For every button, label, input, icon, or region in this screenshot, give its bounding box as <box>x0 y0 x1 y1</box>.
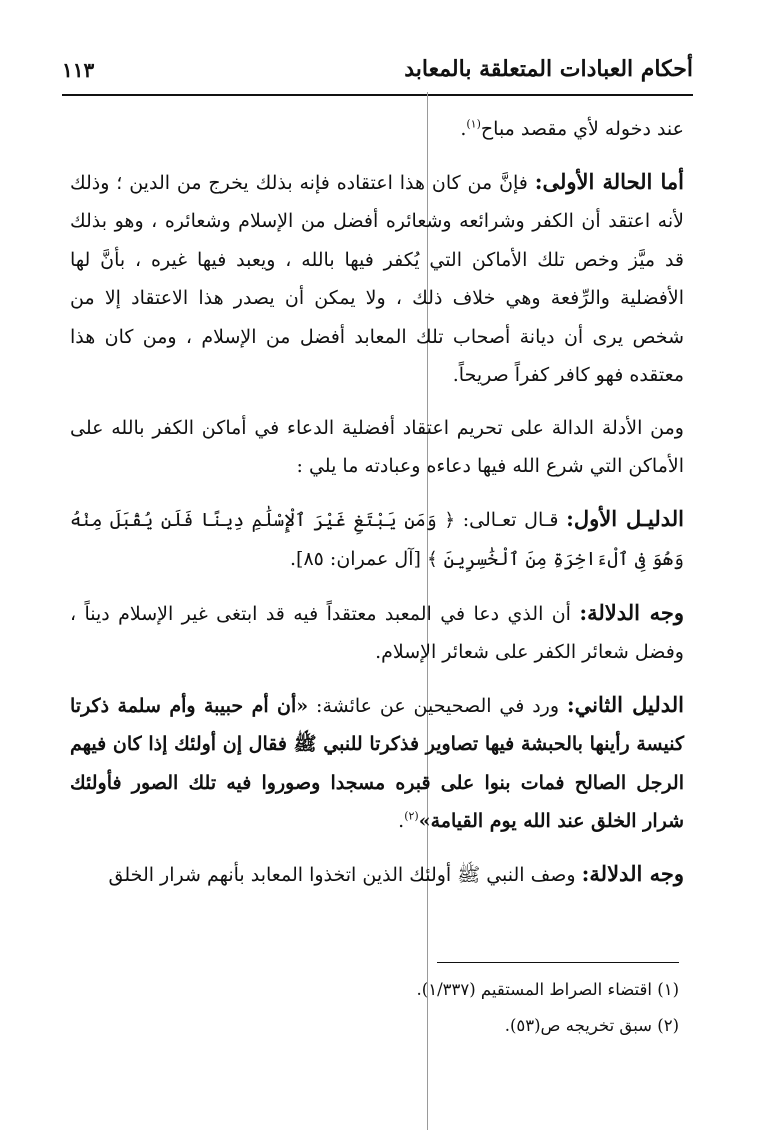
paragraph-first-case <box>70 163 684 395</box>
paragraph-evidence-intro <box>70 409 684 486</box>
paragraph-text: ورد في الصحيحين عن عائشة: <box>308 694 567 717</box>
paragraph-continuation <box>70 110 684 149</box>
verse-citation: [آل عمران: ٨٥]. <box>290 548 427 570</box>
paragraph-text: عند دخوله لأي مقصد مباح <box>480 118 684 140</box>
paragraph-text: وصف النبي ﷺ أولئك الذين اتخذوا المعابد بأنهم شرار الخلق <box>108 863 582 886</box>
paragraph-text: أن الذي دعا في المعبد معتقداً فيه قد ابتغى غير الإسلام ديناً ، وفضل شعائر الكفر على شعائر الإسلام. <box>70 602 684 663</box>
paragraph-second-evidence <box>70 686 684 841</box>
footnote-ref: (١) <box>466 117 481 131</box>
footnote-separator <box>437 962 679 963</box>
footnote-item: (٢) سبق تخريجه ص(٥٣). <box>504 1016 679 1035</box>
page-header <box>62 48 693 96</box>
footnotes <box>79 975 679 1047</box>
paragraph-text: قـال تعـالى: <box>455 508 567 531</box>
paragraph-first-evidence <box>70 500 684 580</box>
page-body <box>70 110 684 908</box>
paragraph-text: ومن الأدلة الدالة على تحريم اعتقاد أفضلية الدعاء في أماكن الكفر بالله على الأماكن التي شرع الله فيها دعاءه وعبادته ما يلي : <box>70 416 684 477</box>
footnote-item: (١) اقتضاء الصراط المستقيم (١/٣٣٧). <box>416 980 679 999</box>
footnote-ref: (٢) <box>404 809 419 823</box>
paragraph-indication-2 <box>70 855 684 895</box>
hadith-quote: «أن أم حبيبة وأم سلمة ذكرتا كنيسة رأينها بالحبشة فيها تصاوير فذكرتا للنبي ﷺ فقال إن أولئك إذا كان فيهم الرجل الصالح فمات بنوا على قبره مسجدا وصوروا فيه تلك الصور فأولئك شرار الخلق عند الله يوم القيامة» <box>70 694 684 832</box>
paragraph-label: الدليـل الأول: <box>566 505 684 531</box>
page-number: ١١٣ <box>62 58 95 82</box>
paragraph-label: الدليل الثاني: <box>566 691 684 717</box>
paragraph-text-end: . <box>398 810 405 832</box>
paragraph-label: أما الحالة الأولى: <box>534 168 684 194</box>
paragraph-label: وجه الدلالة: <box>581 860 684 886</box>
paragraph-text-end: . <box>460 118 467 140</box>
running-title: أحكام العبادات المتعلقة بالمعابد <box>404 56 693 82</box>
paragraph-indication-1 <box>70 594 684 672</box>
paragraph-text: فإنَّ من كان هذا اعتقاده فإنه بذلك يخرج من الدين ؛ وذلك لأنه اعتقد أن الكفر وشرائعه وشعائره أفضل من الإسلام وشعائره ، وهو بذلك قد ميَّز وخص تلك الأماكن التي يُكفر فيها بالله ، ويعبد فيها غيره ، بأنَّ لها الأفضلية والرِّفعة وهي خلاف ذلك ، ولا يمكن أن يصدر هذا الاعتقاد إلا من شخص يرى أن ديانة أصحاب تلك المعابد أفضل من الإسلام ، ومن كان هذا معتقده فهو كافر كفراً صريحاً. <box>70 171 684 386</box>
paragraph-label: وجه الدلالة: <box>579 599 684 625</box>
quran-verse: ﴿ وَمَن يَبْتَغِ غَيْرَ ٱلْإِسْلَٰمِ دِينًا فَلَن يُقْبَلَ مِنْهُ وَهُوَ فِى ٱلْءَاخِرَةِ مِنَ ٱلْخَٰسِرِينَ ﴾ <box>70 509 684 570</box>
